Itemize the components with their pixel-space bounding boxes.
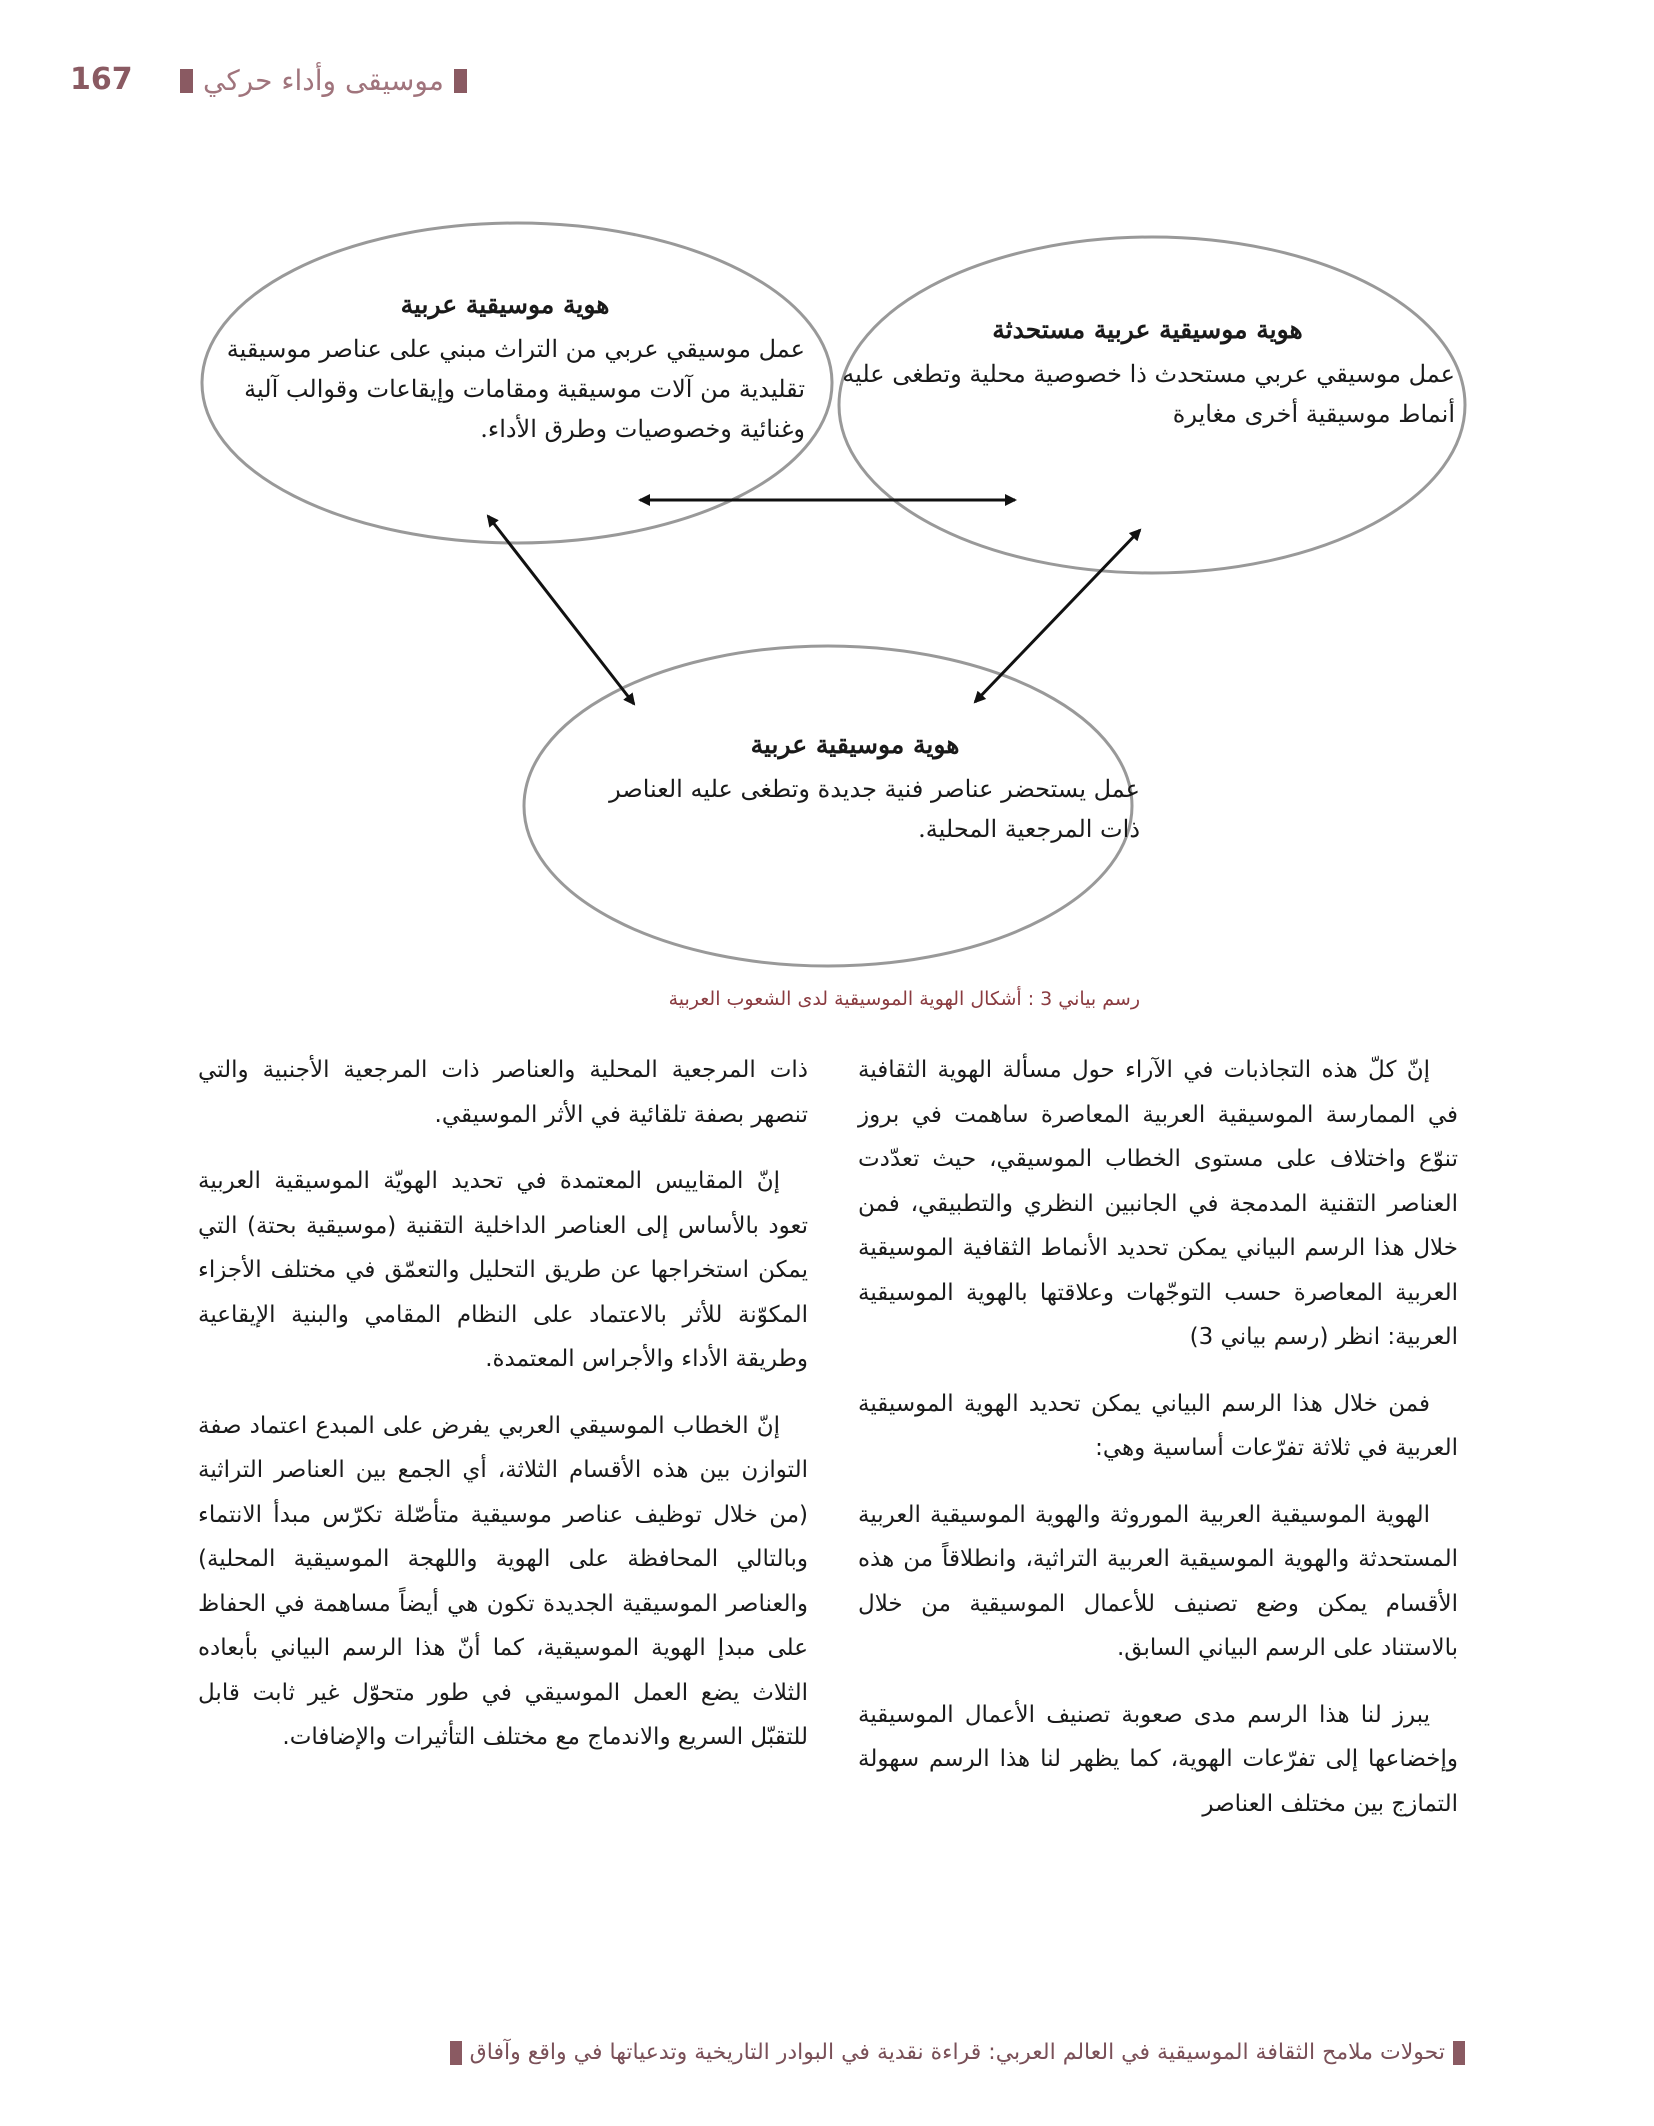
- bubble-modern-title: هوية موسيقية عربية مستحدثة: [992, 315, 1303, 344]
- footer-square-icon: [450, 2041, 462, 2065]
- page-number: 167: [70, 62, 133, 97]
- right-paragraph: يبرز لنا هذا الرسم مدى صعوبة تصنيف الأعمال الموسيقية وإخضاعها إلى تفرّعات الهوية، كما يظهر لنا هذا الرسم سهولة التمازج بين مختلف العناصر: [858, 1701, 1458, 1817]
- bubble-modern: [840, 315, 1455, 434]
- footer-text: تحولات ملامح الثقافة الموسيقية في العالم العربي: قراءة نقدية في البوادر التاريخية وتدعياتها في واقع وآفاق: [469, 2040, 1445, 2065]
- bubble-traditional-title: هوية موسيقية عربية: [400, 290, 610, 319]
- bubble-traditional: [205, 290, 805, 449]
- left-paragraph: إنّ الخطاب الموسيقي العربي يفرض على المبدع اعتماد صفة التوازن بين هذه الأقسام الثلاثة، أي الجمع بين العناصر التراثية (من خلال توظيف عناصر موسيقية متأصّلة تكرّس مبدأ الانتماء وبالتالي المحافظة على الهوية واللهجة الموسيقية المحلية) والعناصر الموسيقية الجديدة تكون هي أيضاً مساهمة في الحفاظ على مبدإ الهوية الموسيقية، كما أنّ هذا الرسم البياني بأبعاده الثلاث يضع العمل الموسيقي في طور متحوّل غير ثابت قابل للتقبّل السريع والاندماج مع مختلف التأثيرات والإضافات.: [198, 1412, 808, 1750]
- bubble-bottom-text: عمل يستحضر عناصر فنية جديدة وتطغى عليه العناصر ذات المرجعية المحلية.: [609, 775, 1140, 843]
- bubble-modern-text: عمل موسيقي عربي مستحدث ذا خصوصية محلية وتطغى عليه أنماط موسيقية أخرى مغايرة: [842, 360, 1455, 428]
- page-footer: [195, 2040, 1465, 2065]
- arrow-left-connector: [488, 516, 634, 704]
- footer-square-icon: [1453, 2041, 1465, 2065]
- header-title: موسيقى وأداء حركي: [203, 64, 444, 97]
- right-paragraph: فمن خلال هذا الرسم البياني يمكن تحديد الهوية الموسيقية العربية في ثلاثة تفرّعات أساسية وهي:: [858, 1390, 1458, 1461]
- left-paragraph: ذات المرجعية المحلية والعناصر ذات المرجعية الأجنبية والتي تنصهر بصفة تلقائية في الأثر الموسيقي.: [198, 1057, 808, 1128]
- identity-diagram: [0, 0, 1654, 980]
- bubble-bottom: [570, 730, 1140, 849]
- left-column: [198, 1048, 808, 1782]
- right-paragraph: إنّ كلّ هذه التجاذبات في الآراء حول مسألة الهوية الثقافية في الممارسة الموسيقية العربية المعاصرة ساهمت في بروز تنوّع واختلاف على مستوى الخطاب الموسيقي، حيث تعدّدت العناصر التقنية المدمجة في الجانبين النظري والتطبيقي، فمن خلال هذا الرسم البياني يمكن تحديد الأنماط الثقافية الموسيقية العربية المعاصرة حسب التوجّهات وعلاقتها بالهوية الموسيقية العربية: انظر (رسم بياني 3): [858, 1057, 1458, 1350]
- bubble-bottom-title: هوية موسيقية عربية: [750, 730, 960, 759]
- arrow-right-connector: [975, 530, 1140, 702]
- figure-caption: رسم بياني 3 : أشكال الهوية الموسيقية لدى الشعوب العربية: [668, 988, 1140, 1010]
- right-paragraph: الهوية الموسيقية العربية الموروثة والهوية الموسيقية العربية المستحدثة والهوية الموسيقية العربية التراثية، وانطلاقاً من هذه الأقسام يمكن وضع تصنيف للأعمال الموسيقية من خلال بالاستناد على الرسم البياني السابق.: [858, 1501, 1458, 1661]
- right-column: [858, 1048, 1458, 1848]
- left-paragraph: إنّ المقاييس المعتمدة في تحديد الهويّة الموسيقية العربية تعود بالأساس إلى العناصر الداخلية التقنية (موسيقية بحتة) التي يمكن استخراجها عن طريق التحليل والتعمّق في مختلف الأجزاء المكوّنة للأثر بالاعتماد على النظام المقامي والبنية الإيقاعية وطريقة الأداء والأجراس المعتمدة.: [198, 1168, 808, 1372]
- bubble-traditional-text: عمل موسيقي عربي من التراث مبني على عناصر موسيقية تقليدية من آلات موسيقية ومقامات وإيقاعات وقوالب آلية وغنائية وخصوصيات وطرق الأداء.: [226, 335, 805, 443]
